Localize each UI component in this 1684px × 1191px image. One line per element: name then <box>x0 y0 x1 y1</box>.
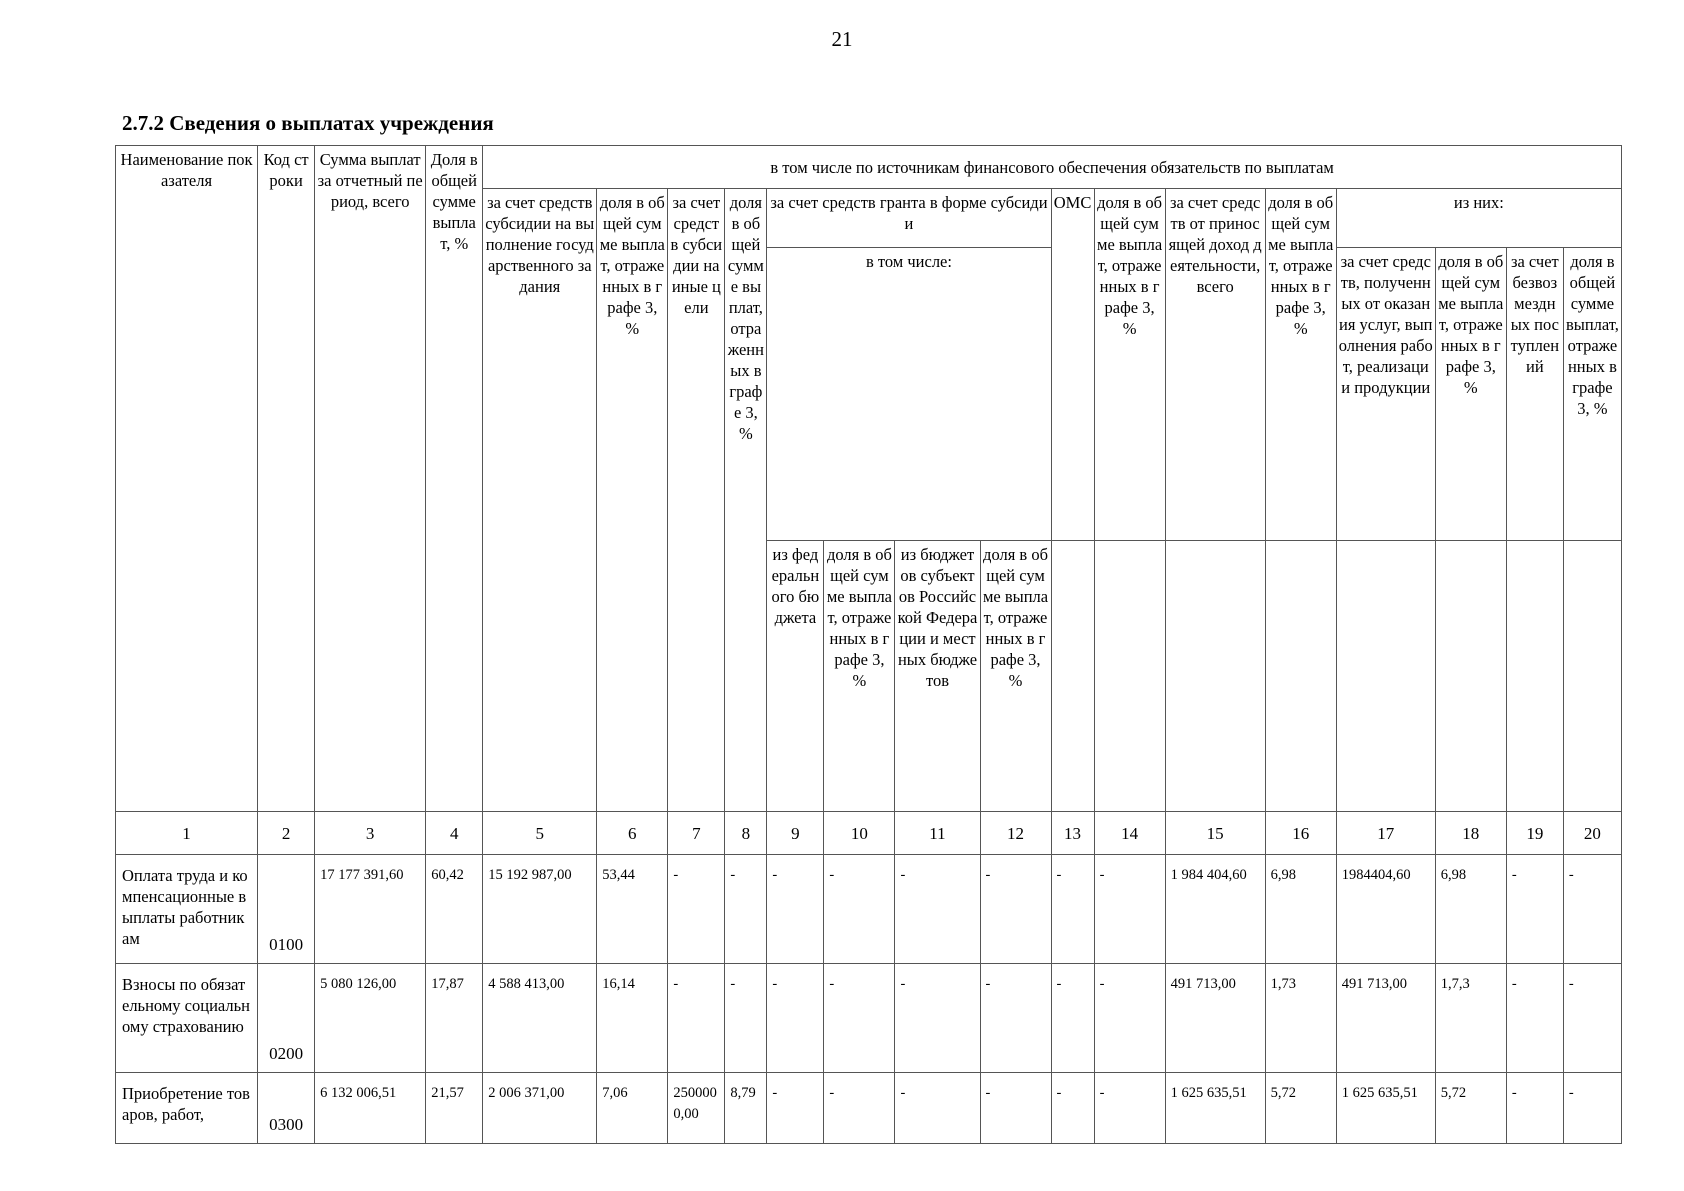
table-cell: - <box>1506 855 1563 964</box>
table-cell: 16,14 <box>597 964 668 1073</box>
column-number: 3 <box>315 812 426 855</box>
header-state-task-share: доля в общей сумме выплат, отраженных в графе 3, % <box>597 189 668 812</box>
row-code: 0200 <box>258 964 315 1073</box>
header-income-activity: за счет средств от приносящей доход деятельности, всего <box>1165 189 1265 541</box>
header-federal-budget-share: доля в общей сумме выплат, отраженных в графе 3, % <box>824 541 895 812</box>
table-cell: 2 006 371,00 <box>483 1073 597 1144</box>
column-number: 12 <box>980 812 1051 855</box>
header-oms: ОМС <box>1051 189 1094 541</box>
column-number: 13 <box>1051 812 1094 855</box>
column-number: 17 <box>1336 812 1435 855</box>
table-row <box>116 1073 1622 1144</box>
payments-table <box>115 145 1622 1144</box>
section-title: 2.7.2 Сведения о выплатах учреждения <box>122 111 494 135</box>
header-row-code: Код строки <box>258 146 315 812</box>
header-grant: за счет средств гранта в форме субсидии <box>767 189 1051 248</box>
header-empty-cell <box>1563 541 1621 812</box>
header-row-1 <box>116 146 1622 189</box>
table-cell: - <box>1051 964 1094 1073</box>
header-empty-cell <box>1265 541 1336 812</box>
column-number: 14 <box>1094 812 1165 855</box>
table-cell: 491 713,00 <box>1165 964 1265 1073</box>
table-cell: 5,72 <box>1265 1073 1336 1144</box>
table-cell: 21,57 <box>426 1073 483 1144</box>
table-cell: - <box>1094 964 1165 1073</box>
table-cell: 17 177 391,60 <box>315 855 426 964</box>
table-cell: 1984404,60 <box>1336 855 1435 964</box>
header-other-subsidy: за счет средств субсидии на иные цели <box>668 189 725 812</box>
table-cell: 6 132 006,51 <box>315 1073 426 1144</box>
table-cell: - <box>767 855 824 964</box>
table-cell: - <box>1506 964 1563 1073</box>
table-cell: - <box>1094 855 1165 964</box>
table-cell: 1,73 <box>1265 964 1336 1073</box>
table-cell: - <box>1051 1073 1094 1144</box>
table-cell: - <box>824 964 895 1073</box>
column-number: 7 <box>668 812 725 855</box>
table-cell: - <box>1563 964 1621 1073</box>
column-number: 6 <box>597 812 668 855</box>
row-code: 0300 <box>258 1073 315 1144</box>
column-number: 4 <box>426 812 483 855</box>
column-number: 10 <box>824 812 895 855</box>
table-cell: - <box>668 855 725 964</box>
table-cell: - <box>668 964 725 1073</box>
table-cell: - <box>895 964 980 1073</box>
table-cell: - <box>767 1073 824 1144</box>
table-cell: 1 625 635,51 <box>1165 1073 1265 1144</box>
indicator-name: Приобретение товаров, работ, <box>116 1073 258 1144</box>
header-indicator-name: Наименование показателя <box>116 146 258 812</box>
column-number: 9 <box>767 812 824 855</box>
table-cell: 5 080 126,00 <box>315 964 426 1073</box>
table-cell: - <box>824 1073 895 1144</box>
column-number: 19 <box>1506 812 1563 855</box>
header-regional-budgets-share: доля в общей сумме выплат, отраженных в графе 3, % <box>980 541 1051 812</box>
header-empty-cell <box>1336 541 1435 812</box>
table-cell: 53,44 <box>597 855 668 964</box>
table-cell: 2500000,00 <box>668 1073 725 1144</box>
column-number: 16 <box>1265 812 1336 855</box>
header-federal-budget: из федерального бюджета <box>767 541 824 812</box>
table-cell: 4 588 413,00 <box>483 964 597 1073</box>
column-number: 1 <box>116 812 258 855</box>
table-cell: 6,98 <box>1435 855 1506 964</box>
table-cell: 15 192 987,00 <box>483 855 597 964</box>
header-income-activity-share: доля в общей сумме выплат, отраженных в графе 3, % <box>1265 189 1336 541</box>
column-number: 11 <box>895 812 980 855</box>
header-services-income-share: доля в общей сумме выплат, отраженных в графе 3, % <box>1435 248 1506 541</box>
column-number: 2 <box>258 812 315 855</box>
header-funding-sources: в том числе по источникам финансового обеспечения обязательств по выплатам <box>483 146 1622 189</box>
table-cell: 1 625 635,51 <box>1336 1073 1435 1144</box>
header-oms-share: доля в общей сумме выплат, отраженных в графе 3, % <box>1094 189 1165 541</box>
table-cell: - <box>1506 1073 1563 1144</box>
table-row <box>116 855 1622 964</box>
table-cell: 60,42 <box>426 855 483 964</box>
table-cell: - <box>725 855 767 964</box>
header-gratuitous-receipts-share: доля в общей сумме выплат, отраженных в графе 3, % <box>1563 248 1621 541</box>
header-regional-budgets: из бюджетов субъектов Российской Федерации и местных бюджетов <box>895 541 980 812</box>
table-cell: 7,06 <box>597 1073 668 1144</box>
page-number: 21 <box>831 27 853 51</box>
table-cell: - <box>767 964 824 1073</box>
column-number: 20 <box>1563 812 1621 855</box>
indicator-name: Оплата труда и компенсационные выплаты работникам <box>116 855 258 964</box>
header-services-income: за счет средств, полученных от оказания услуг, выполнения работ, реализации продукции <box>1336 248 1435 541</box>
table-cell: 17,87 <box>426 964 483 1073</box>
table-cell: 8,79 <box>725 1073 767 1144</box>
table-cell: 491 713,00 <box>1336 964 1435 1073</box>
table-cell: - <box>980 1073 1051 1144</box>
indicator-name: Взносы по обязательному социальному страхованию <box>116 964 258 1073</box>
table-row <box>116 964 1622 1073</box>
header-empty-cell <box>1165 541 1265 812</box>
table-cell: 6,98 <box>1265 855 1336 964</box>
table-cell: 1 984 404,60 <box>1165 855 1265 964</box>
row-code: 0100 <box>258 855 315 964</box>
column-number: 18 <box>1435 812 1506 855</box>
column-number: 5 <box>483 812 597 855</box>
column-number-row <box>116 812 1622 855</box>
table-cell: - <box>1563 1073 1621 1144</box>
header-total-sum: Сумма выплат за отчетный период, всего <box>315 146 426 812</box>
table-cell: - <box>980 855 1051 964</box>
header-grant-including: в том числе: <box>767 248 1051 541</box>
header-empty-cell <box>1506 541 1563 812</box>
table-cell: - <box>1094 1073 1165 1144</box>
table-cell: 1,7,3 <box>1435 964 1506 1073</box>
table-cell: - <box>1051 855 1094 964</box>
table-cell: - <box>895 855 980 964</box>
header-empty-cell <box>1435 541 1506 812</box>
table-cell: - <box>895 1073 980 1144</box>
header-state-task-subsidy: за счет средств субсидии на выполнение государственного задания <box>483 189 597 812</box>
header-empty-cell <box>1051 541 1094 812</box>
column-number: 8 <box>725 812 767 855</box>
table-cell: - <box>1563 855 1621 964</box>
header-of-them: из них: <box>1336 189 1621 248</box>
header-total-share: Доля в общей сумме выплат, % <box>426 146 483 812</box>
header-other-subsidy-share: доля в общей сумме выплат, отраженных в графе 3, % <box>725 189 767 812</box>
column-number: 15 <box>1165 812 1265 855</box>
header-gratuitous-receipts: за счет безвозмездных поступлений <box>1506 248 1563 541</box>
table-cell: 5,72 <box>1435 1073 1506 1144</box>
table-cell: - <box>824 855 895 964</box>
table-cell: - <box>980 964 1051 1073</box>
header-empty-cell <box>1094 541 1165 812</box>
table-cell: - <box>725 964 767 1073</box>
